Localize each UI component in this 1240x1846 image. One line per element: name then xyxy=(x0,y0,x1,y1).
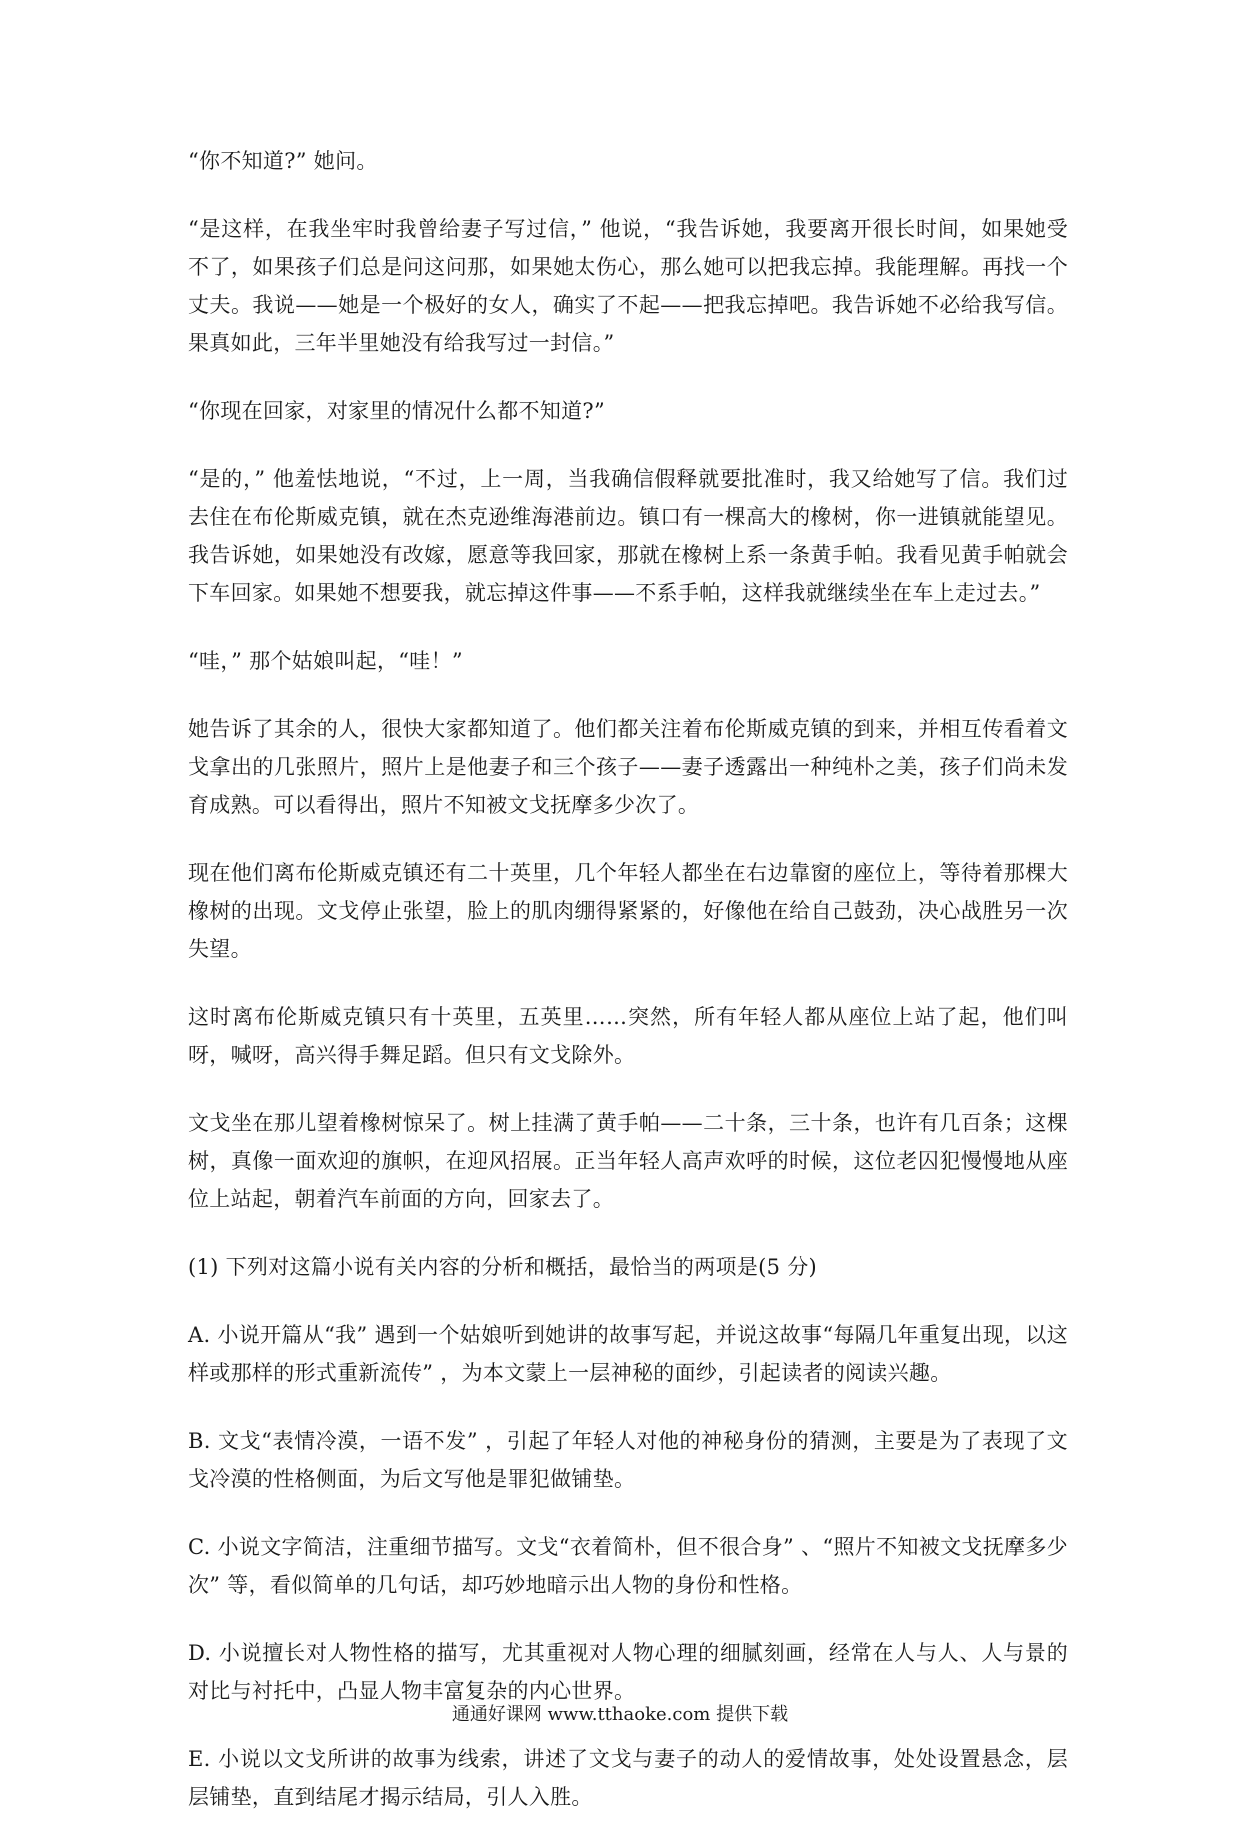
question-stem: (1) 下列对这篇小说有关内容的分析和概括，最恰当的两项是(5 分) xyxy=(188,1255,818,1279)
page-footer: 通通好课网 www.tthaoke.com 提供下载 xyxy=(451,1704,789,1725)
option-e: E. 小说以文戈所讲的故事为线索，讲述了文戈与妻子的动人的爱情故事，处处设置悬念，层层铺垫，直到结尾才揭示结局，引人入胜。 xyxy=(188,1747,1068,1809)
story-paragraph: “是的，” 他羞怯地说，“不过，上一周，当我确信假释就要批准时，我又给她写了信。我们过去住在布伦斯威克镇，就在杰克逊维海港前边。镇口有一棵高大的橡树，你一进镇就能望见。我告诉她，如果她没有改嫁，愿意等我回家，那就在橡树上系一条黄手帕。我看见黄手帕就会下车回家。如果她不想要我，就忘掉这件事——不系手帕，这样我就继续坐在车上走过去。” xyxy=(188,467,1068,605)
story-paragraph: “是这样，在我坐牢时我曾给妻子写过信，” 他说，“我告诉她，我要离开很长时间，如果她受不了，如果孩子们总是问这问那，如果她太伤心，那么她可以把我忘掉。我能理解。再找一个丈夫。我说——她是一个极好的女人，确实了不起——把我忘掉吧。我告诉她不必给我写信。果真如此，三年半里她没有给我写过一封信。” xyxy=(188,217,1068,355)
option-b: B. 文戈“表情冷漠，一语不发” ，引起了年轻人对他的神秘身份的猜测，主要是为了表现了文戈冷漠的性格侧面，为后文写他是罪犯做铺垫。 xyxy=(188,1429,1068,1491)
story-paragraph: 现在他们离布伦斯威克镇还有二十英里，几个年轻人都坐在右边靠窗的座位上，等待着那棵大橡树的出现。文戈停止张望，脸上的肌肉绷得紧紧的，好像他在给自己鼓劲，决心战胜另一次失望。 xyxy=(188,861,1068,961)
story-paragraph: “哇，” 那个姑娘叫起，“哇！” xyxy=(188,649,463,673)
option-a: A. 小说开篇从“我” 遇到一个姑娘听到她讲的故事写起，并说这故事“每隔几年重复出现，以这样或那样的形式重新流传” ，为本文蒙上一层神秘的面纱，引起读者的阅读兴趣。 xyxy=(188,1323,1068,1385)
story-paragraph: 这时离布伦斯威克镇只有十英里，五英里……突然，所有年轻人都从座位上站了起，他们叫呀，喊呀，高兴得手舞足蹈。但只有文戈除外。 xyxy=(188,1005,1068,1067)
option-c: C. 小说文字简洁，注重细节描写。文戈“衣着简朴，但不很合身” 、“照片不知被文戈抚摩多少次” 等，看似简单的几句话，却巧妙地暗示出人物的身份和性格。 xyxy=(188,1535,1068,1597)
story-paragraph: “你不知道?” 她问。 xyxy=(188,149,378,173)
story-paragraph: 她告诉了其余的人，很快大家都知道了。他们都关注着布伦斯威克镇的到来，并相互传看着文戈拿出的几张照片，照片上是他妻子和三个孩子——妻子透露出一种纯朴之美，孩子们尚未发育成熟。可以看得出，照片不知被文戈抚摩多少次了。 xyxy=(188,717,1068,817)
document-body xyxy=(188,142,1068,1846)
story-paragraph: “你现在回家，对家里的情况什么都不知道?” xyxy=(188,399,606,423)
story-paragraph: 文戈坐在那儿望着橡树惊呆了。树上挂满了黄手帕——二十条，三十条，也许有几百条；这棵树，真像一面欢迎的旗帜，在迎风招展。正当年轻人高声欢呼的时候，这位老囚犯慢慢地从座位上站起，朝着汽车前面的方向，回家去了。 xyxy=(188,1111,1068,1211)
option-d: D. 小说擅长对人物性格的描写，尤其重视对人物心理的细腻刻画，经常在人与人、人与景的对比与衬托中，凸显人物丰富复杂的内心世界。 xyxy=(188,1641,1068,1703)
